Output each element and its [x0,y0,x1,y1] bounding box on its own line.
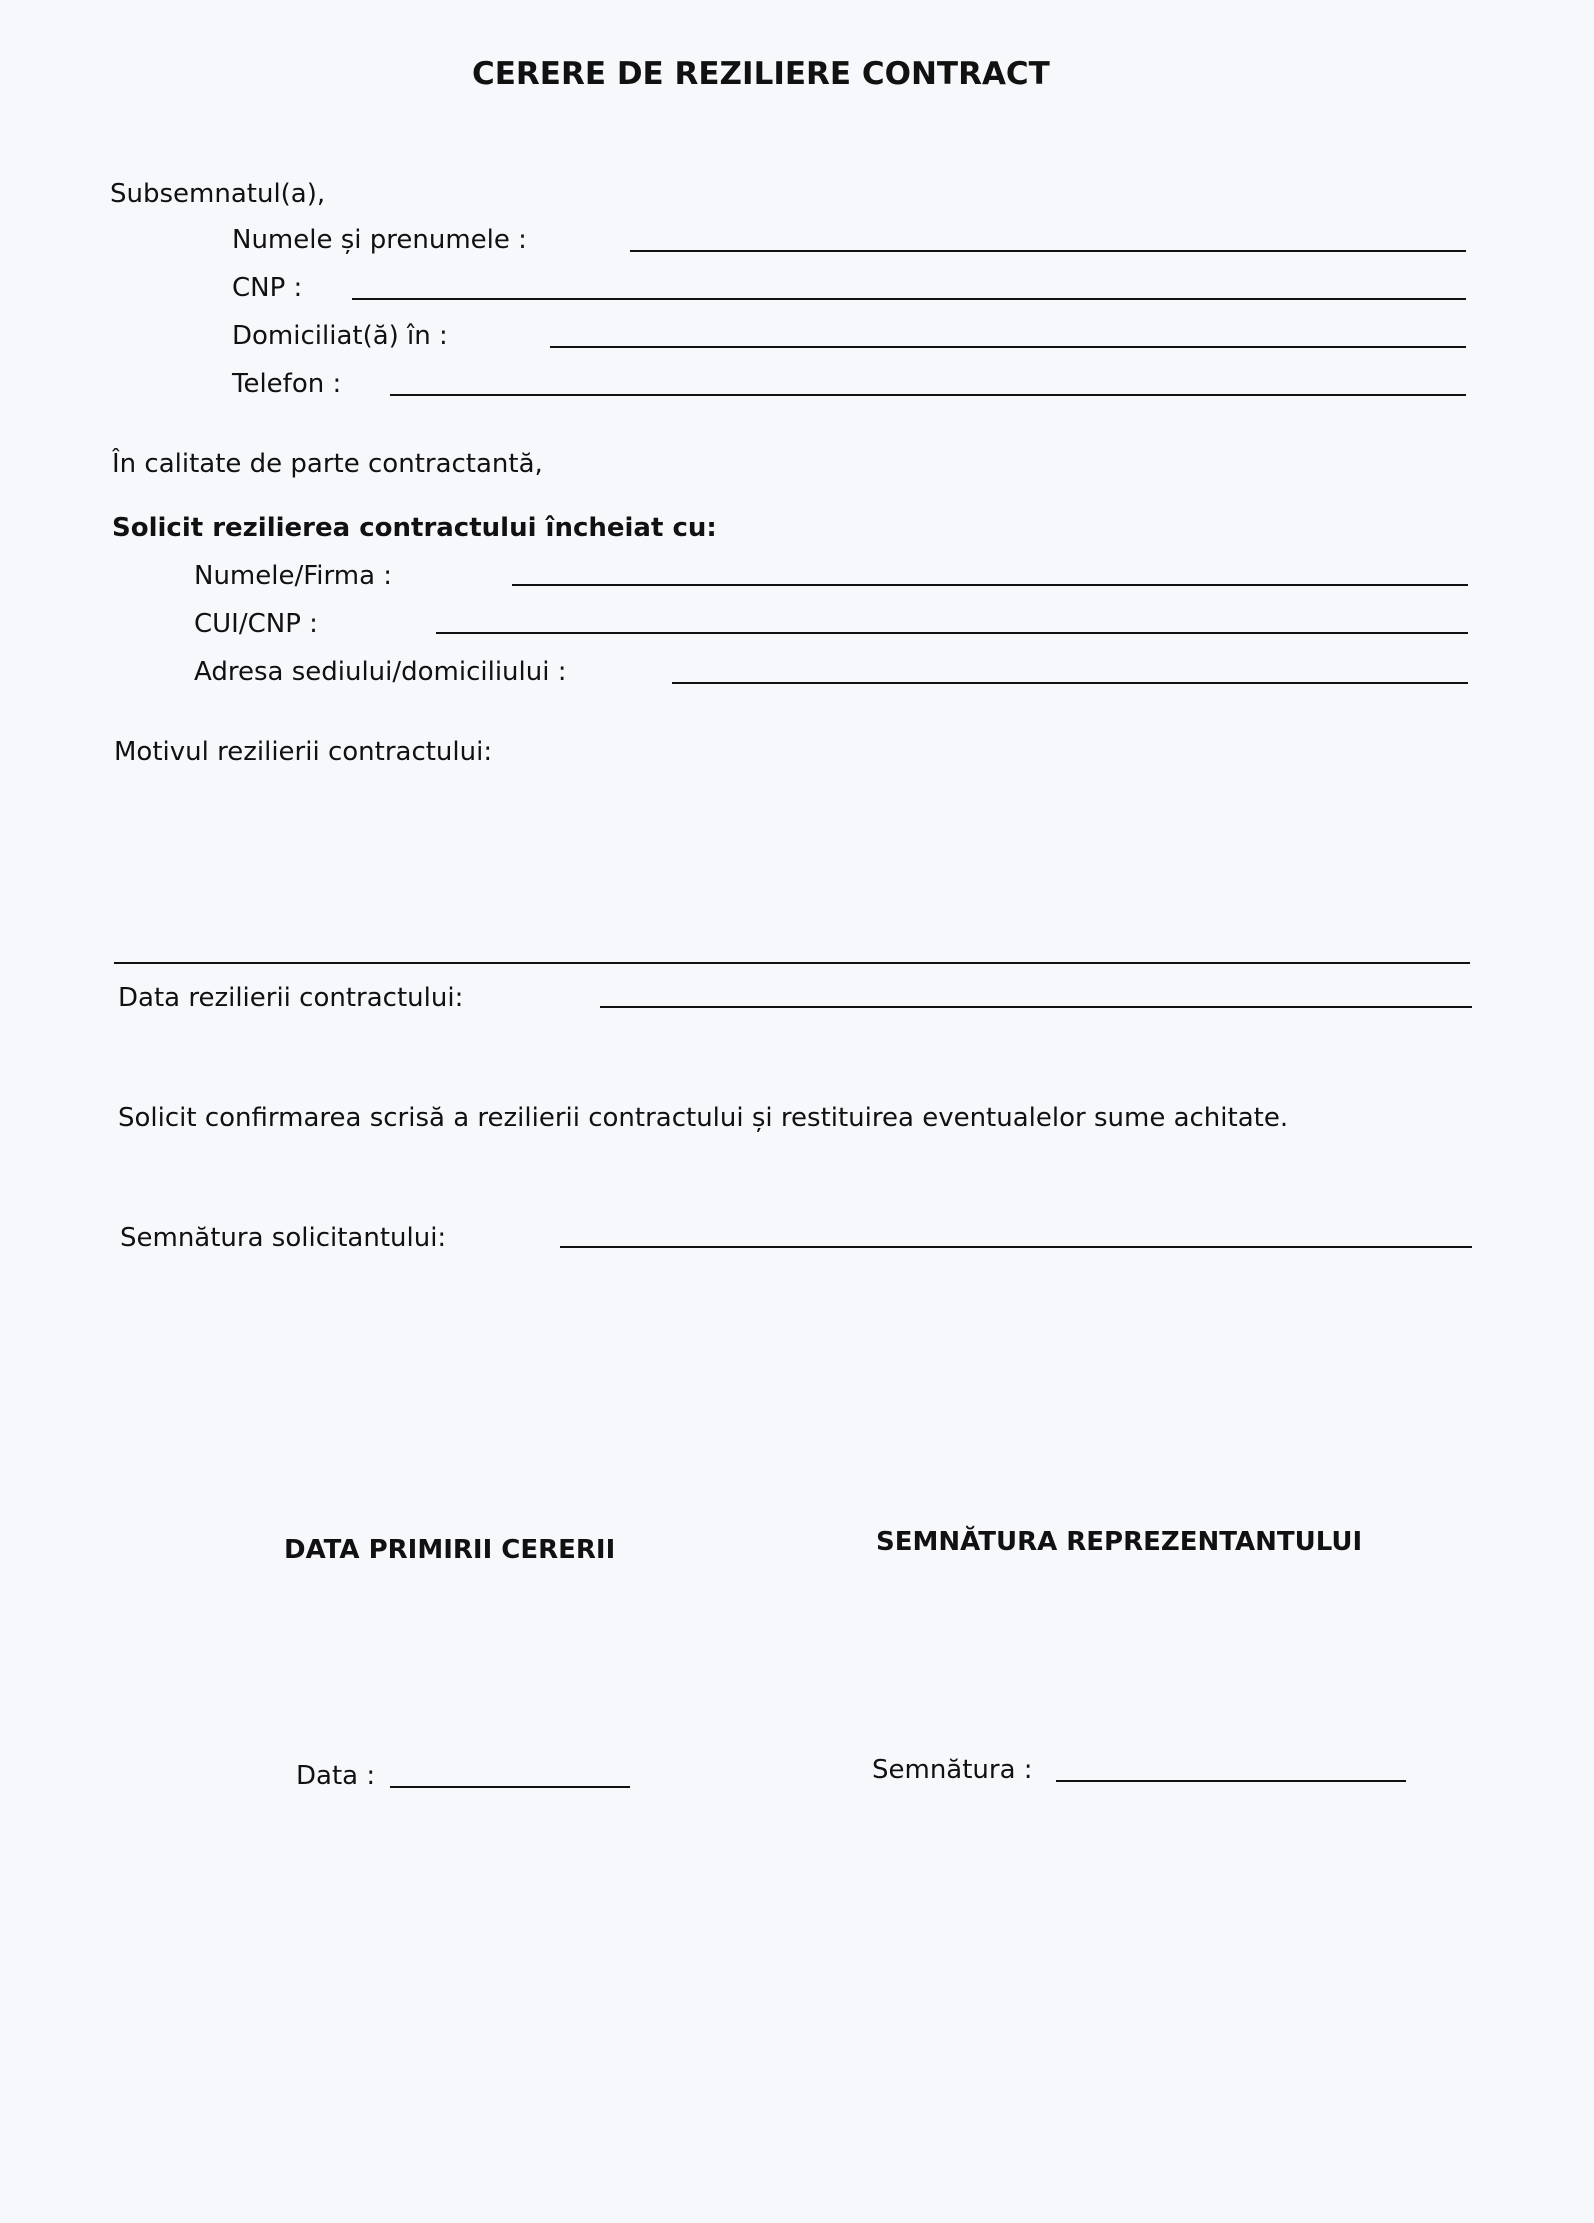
applicant-address-field[interactable] [550,346,1466,348]
reason-field[interactable] [114,962,1470,964]
received-date-field[interactable] [390,1786,630,1788]
representative-signature-field[interactable] [1056,1780,1406,1782]
applicant-phone-label: Telefon : [232,369,342,399]
counterparty-name-field[interactable] [512,584,1468,586]
received-date-label: Data : [296,1761,376,1791]
applicant-name-field[interactable] [630,250,1466,252]
reason-label: Motivul rezilierii contractului: [114,737,493,767]
termination-date-label: Data rezilierii contractului: [118,983,464,1013]
applicant-intro: Subsemnatul(a), [110,179,326,209]
counterparty-name-label: Numele/Firma : [194,561,393,591]
applicant-address-label: Domiciliat(ă) în : [232,321,448,351]
capacity-text: În calitate de parte contractantă, [112,449,543,479]
applicant-signature-label: Semnătura solicitantului: [120,1223,447,1253]
received-date-heading: DATA PRIMIRII CERERII [284,1535,616,1565]
counterparty-address-label: Adresa sediului/domiciliului : [194,657,567,687]
applicant-name-label: Numele și prenumele : [232,225,527,255]
termination-date-field[interactable] [600,1006,1472,1008]
counterparty-address-field[interactable] [672,682,1468,684]
counterparty-id-field[interactable] [436,632,1468,634]
counterparty-id-label: CUI/CNP : [194,609,318,639]
request-heading: Solicit rezilierea contractului încheiat cu: [112,513,717,543]
applicant-cnp-field[interactable] [352,298,1466,300]
representative-signature-heading: SEMNĂTURA REPREZENTANTULUI [876,1527,1363,1557]
confirmation-text: Solicit confirmarea scrisă a rezilierii contractului și restituirea eventualelor sume achitate. [118,1103,1289,1133]
applicant-signature-field[interactable] [560,1246,1472,1248]
page-title: CERERE DE REZILIERE CONTRACT [472,56,1050,92]
applicant-phone-field[interactable] [390,394,1466,396]
applicant-cnp-label: CNP : [232,273,303,303]
representative-signature-label: Semnătura : [872,1755,1033,1785]
